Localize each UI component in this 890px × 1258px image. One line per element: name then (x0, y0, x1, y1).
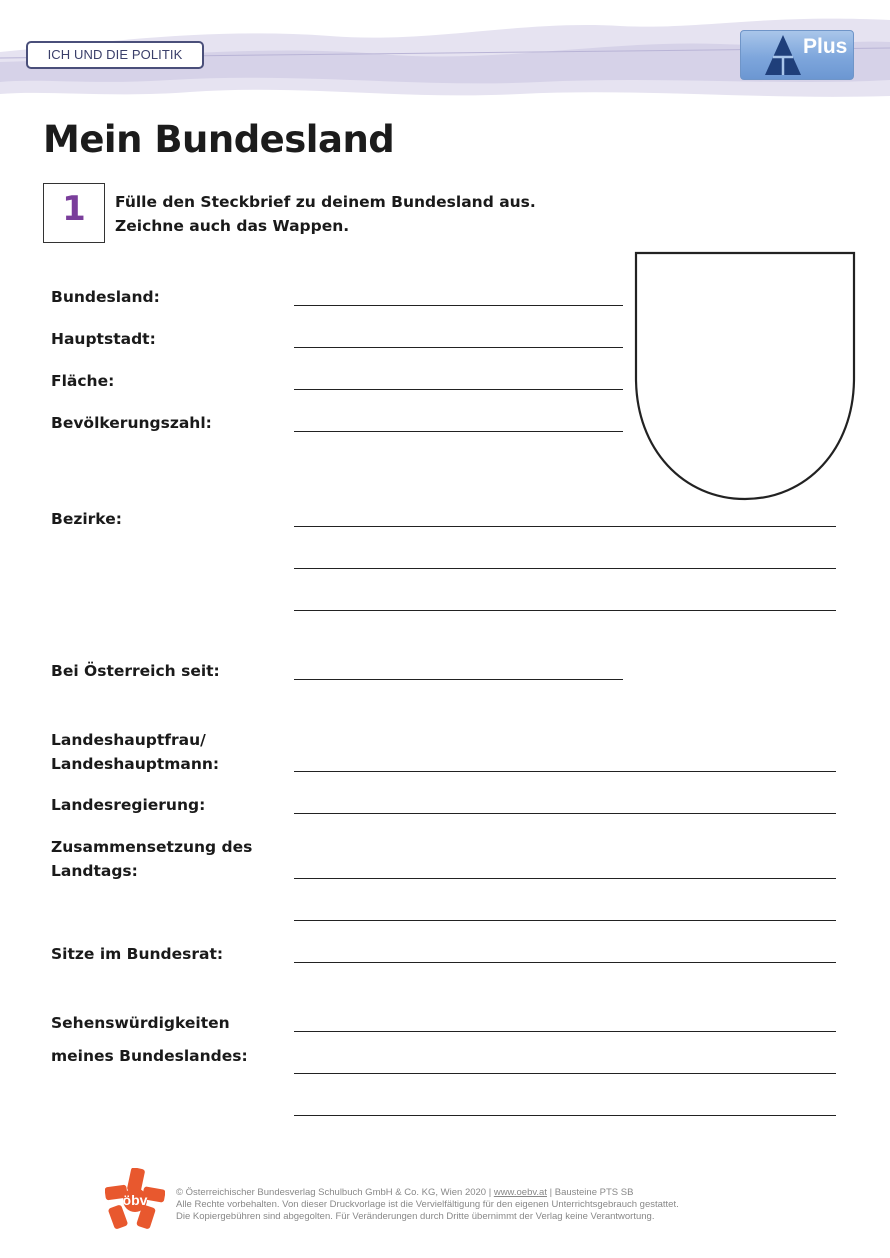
footer-publisher: © Österreichischer Bundesverlag Schulbuch GmbH & Co. KG, Wien 2020 | (176, 1187, 494, 1198)
answer-line-oesterreich-seit[interactable] (294, 679, 623, 680)
label-landesregierung: Landesregierung: (51, 796, 206, 814)
label-bundesland: Bundesland: (51, 288, 160, 306)
triangle-logo-icon (763, 33, 803, 77)
label-meines-bundeslandes: meines Bundeslandes: (51, 1047, 248, 1065)
plus-badge (740, 30, 854, 80)
footer-copyright (176, 1187, 679, 1223)
answer-line-sehenswuerdigkeiten[interactable] (294, 1115, 836, 1116)
footer-series: | Bausteine PTS SB (546, 1187, 634, 1198)
answer-line-landtag[interactable] (294, 920, 836, 921)
label-oesterreich-seit: Bei Österreich seit: (51, 662, 220, 680)
footer-line-2: Alle Rechte vorbehalten. Von dieser Druckvorlage ist die Vervielfältigung für den eigenen Unterrichtsgebrauch gestattet. (176, 1199, 679, 1210)
answer-line-bezirke[interactable] (294, 526, 836, 527)
label-bezirke: Bezirke: (51, 510, 122, 528)
task-number: 1 (62, 189, 86, 229)
label-landeshauptmann: Landeshauptmann: (51, 755, 220, 773)
answer-line-sehenswuerdigkeiten[interactable] (294, 1073, 836, 1074)
answer-line-bezirke[interactable] (294, 610, 836, 611)
answer-line-sehenswuerdigkeiten[interactable] (294, 1031, 836, 1032)
answer-line-hauptstadt[interactable] (294, 347, 623, 348)
task-number-box (43, 183, 105, 243)
plus-label: Plus (803, 35, 848, 58)
answer-line-sitze-bundesrat[interactable] (294, 962, 836, 963)
label-flaeche: Fläche: (51, 372, 115, 390)
task-line-2: Zeichne auch das Wappen. (115, 217, 350, 235)
task-line-1: Fülle den Steckbrief zu deinem Bundesland aus. (115, 193, 536, 211)
footer-website-link[interactable]: www.oebv.at (493, 1187, 547, 1198)
answer-line-landtag[interactable] (294, 878, 836, 879)
label-sitze-bundesrat: Sitze im Bundesrat: (51, 945, 224, 963)
label-landtags: Landtags: (51, 862, 138, 880)
chapter-tag: ICH UND DIE POLITIK (26, 41, 204, 69)
task-instructions (115, 190, 536, 238)
page-title: Mein Bundesland (43, 118, 395, 161)
coat-of-arms-shield (634, 250, 858, 504)
label-sehenswuerdigkeiten: Sehenswürdigkeiten (51, 1014, 230, 1032)
answer-line-landeshauptmann[interactable] (294, 771, 836, 772)
label-landeshauptfrau: Landeshauptfrau/ (51, 731, 206, 749)
oebv-logo-icon (105, 1168, 165, 1230)
answer-line-bundesland[interactable] (294, 305, 623, 306)
answer-line-bevoelkerungszahl[interactable] (294, 431, 623, 432)
label-bevoelkerungszahl: Bevölkerungszahl: (51, 414, 212, 432)
footer-line-3: Die Kopiergebühren sind abgegolten. Für Veränderungen durch Dritte übernimmt der Verlag keine Verantwortung. (176, 1211, 655, 1222)
footer-line-1 (176, 1187, 679, 1199)
label-hauptstadt: Hauptstadt: (51, 330, 156, 348)
answer-line-bezirke[interactable] (294, 568, 836, 569)
answer-line-flaeche[interactable] (294, 389, 623, 390)
answer-line-landesregierung[interactable] (294, 813, 836, 814)
oebv-logo-text: öbv (122, 1192, 148, 1208)
label-zusammensetzung: Zusammensetzung des (51, 838, 253, 856)
